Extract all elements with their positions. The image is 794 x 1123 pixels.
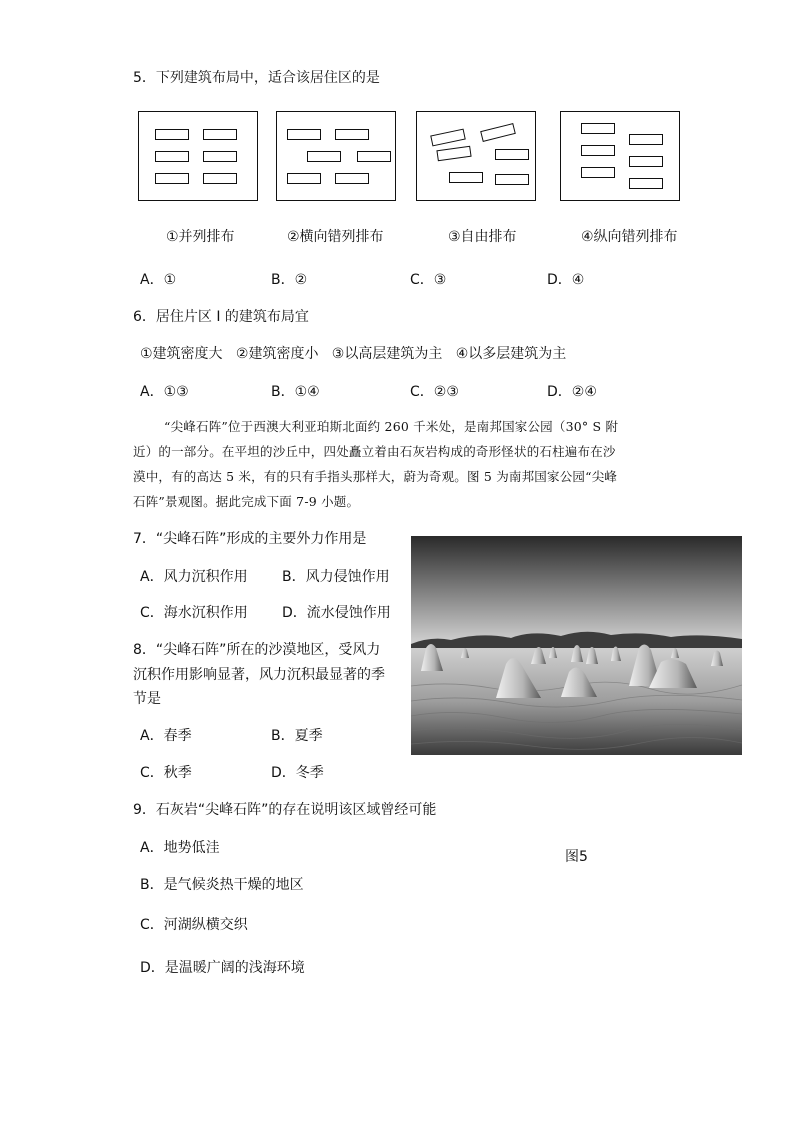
building-block [203,129,237,140]
layout-diagram-horizontal-staggered [276,111,396,201]
building-block [357,151,391,162]
q7-option-d: D．流水侵蚀作用 [282,605,391,621]
q6-option-d: D．②④ [547,384,597,400]
q9-option-b: B．是气候炎热干燥的地区 [140,877,304,893]
building-block [287,173,321,184]
building-block [155,173,189,184]
building-block [335,129,369,140]
building-block [155,129,189,140]
q8-option-c: C．秋季 [140,765,192,781]
q5-option-d: D．④ [547,272,585,288]
q7-option-a: A．风力沉积作用 [140,569,248,585]
q8-option-a: A．春季 [140,728,192,744]
q7-stem: 7．“尖峰石阵”形成的主要外力作用是 [133,531,367,547]
q5-option-b: B．② [271,272,308,288]
building-block [495,174,529,185]
building-block [287,129,321,140]
building-block [307,151,341,162]
layout-diagram-free [416,111,536,201]
building-block [581,167,615,178]
building-block [436,146,471,162]
q9-option-c: C．河湖纵横交织 [140,917,248,933]
building-block [629,134,663,145]
passage-line: 近）的一部分。在平坦的沙丘中，四处矗立着由石灰岩构成的奇形怪状的石柱遍布在沙 [133,444,616,459]
diagram-caption: ①并列排布 [166,229,235,245]
layout-diagram-vertical-staggered [560,111,680,201]
building-block [495,149,529,160]
q7-option-b: B．风力侵蚀作用 [282,569,390,585]
building-block [480,123,516,142]
figure-caption: 图5 [565,849,588,865]
passage-line: 石阵”景观图。据此完成下面 7-9 小题。 [133,494,360,509]
q6-statements: ①建筑密度大 ②建筑密度小 ③以高层建筑为主 ④以多层建筑为主 [140,346,567,362]
building-block [335,173,369,184]
building-block [155,151,189,162]
q9-stem: 9．石灰岩“尖峰石阵”的存在说明该区域曾经可能 [133,802,437,818]
building-block [581,145,615,156]
pinnacles-photo [411,536,742,755]
building-block [203,151,237,162]
building-block [203,173,237,184]
q9-option-a: A．地势低洼 [140,840,220,856]
q8-option-d: D．冬季 [271,765,324,781]
q6-option-c: C．②③ [410,384,459,400]
building-block [581,123,615,134]
q6-option-a: A．①③ [140,384,189,400]
q6-option-b: B．①④ [271,384,320,400]
q5-stem: 5．下列建筑布局中，适合该居住区的是 [133,70,380,86]
q8-stem: 沉积作用影响显著，风力沉积最显著的季 [133,667,385,683]
building-block [629,178,663,189]
building-block [430,129,466,147]
layout-diagram-parallel [138,111,258,201]
q8-stem: 8．“尖峰石阵”所在的沙漠地区，受风力 [133,642,381,658]
q6-stem: 6．居住片区 I 的建筑布局宜 [133,309,309,325]
q5-option-c: C．③ [410,272,447,288]
passage-line: 漠中，有的高达 5 米，有的只有手指头那样大，蔚为奇观。图 5 为南邦国家公园“尖峰 [133,469,618,484]
building-block [449,172,483,183]
q7-option-c: C．海水沉积作用 [140,605,248,621]
diagram-caption: ④纵向错列排布 [581,229,678,245]
building-block [629,156,663,167]
passage-line: “尖峰石阵”位于西澳大利亚珀斯北面约 260 千米处，是南邦国家公园（30° S 附 [164,419,619,434]
q8-option-b: B．夏季 [271,728,323,744]
q8-stem: 节是 [133,691,161,707]
q9-option-d: D．是温暖广阔的浅海环境 [140,960,305,976]
q5-option-a: A．① [140,272,177,288]
diagram-caption: ②横向错列排布 [287,229,384,245]
diagram-caption: ③自由排布 [448,229,517,245]
